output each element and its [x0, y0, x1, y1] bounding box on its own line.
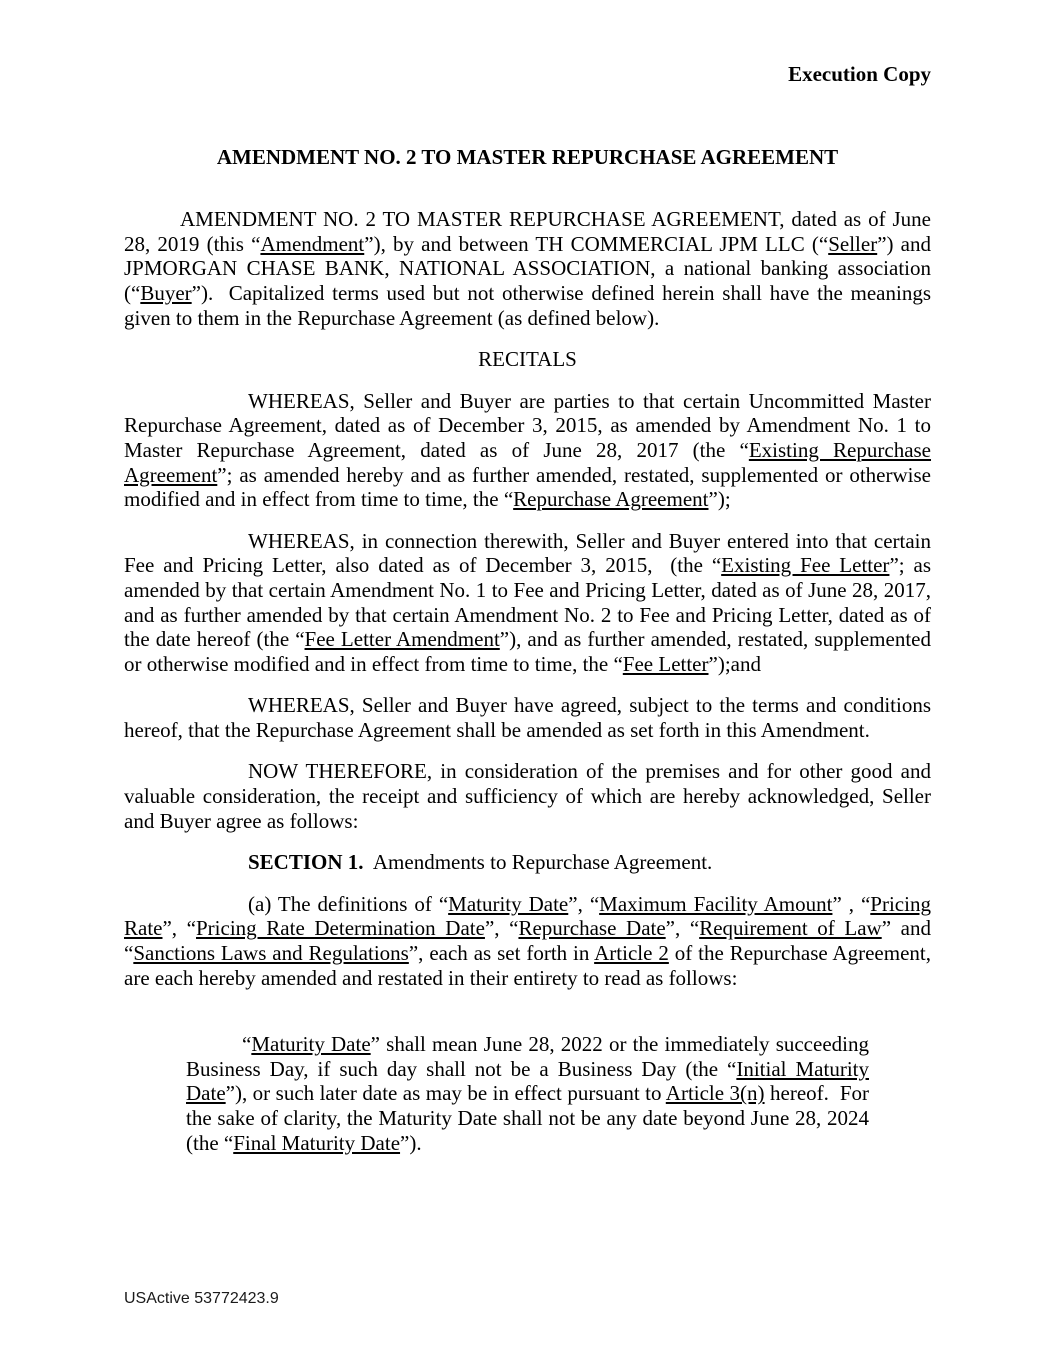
defined-term: Seller: [828, 231, 878, 256]
text-run: “: [242, 1032, 252, 1057]
defined-term: Requirement of Law: [699, 916, 882, 941]
text-run: (a) The definitions of “: [248, 891, 449, 916]
intro-paragraph: [124, 207, 931, 330]
text-run: WHEREAS, in connection therewith, Seller and Buyer entered into that certain Fee and Pricing Letter, also dated as of December 3, 2015, (the “: [124, 528, 931, 578]
defined-term: Buyer: [140, 280, 192, 305]
text-run: ”; as amended hereby and as further amended, restated, supplemented or otherwise modified and in effect from time to time, the “: [124, 462, 931, 512]
defined-term: Amendment: [260, 231, 365, 256]
text-run: ”; as amended by that certain Amendment No. 1 to Fee and Pricing Letter, dated as of June 28, 2017, and as further amended by that certain Amendment No. 2 to Fee and Pricing Letter, dated as of the date hereof (the “: [124, 553, 931, 652]
defined-term: Existing Repurchase Agreement: [124, 437, 932, 487]
section-1-heading: [124, 850, 931, 875]
text-run: ”), by and between TH COMMERCIAL JPM LLC (“: [364, 231, 829, 256]
text-run: Amendments to Repurchase Agreement.: [363, 850, 713, 875]
text-run: ”, “: [568, 891, 600, 916]
text-run: ”).: [400, 1130, 422, 1155]
bold-run: SECTION 1.: [248, 850, 364, 875]
document-body: [124, 207, 931, 1155]
execution-copy-label: Execution Copy: [788, 62, 931, 86]
whereas-paragraph-2: [124, 529, 931, 677]
maturity-date-definition: [186, 1032, 869, 1155]
defined-term: Pricing Rate Determination Date: [196, 916, 485, 941]
text-run: AMENDMENT NO. 2 TO MASTER REPURCHASE AGREEMENT, dated as of June 28, 2019 (this “: [124, 207, 931, 256]
text-run: ”, “: [162, 916, 196, 941]
text-run: WHEREAS, Seller and Buyer are parties to that certain Uncommitted Master Repurchase Agreement, dated as of December 3, 2015, as amended by Amendment No. 1 to Master Repurchase Agreement, dated as of June 28, 2017 (the “: [124, 388, 931, 462]
text-run: hereof. For the sake of clarity, the Maturity Date shall not be any date beyond June 28, 2024 (the “: [186, 1081, 869, 1155]
text-run: RECITALS: [478, 347, 577, 372]
defined-term: Repurchase Agreement: [513, 487, 709, 512]
whereas-paragraph-3: [124, 693, 931, 742]
defined-term: Existing Fee Letter: [721, 553, 890, 578]
text-run: ”, “: [665, 916, 700, 941]
defined-term: Sanctions Laws and Regulations: [133, 941, 409, 966]
amendment-clause-a: [124, 892, 931, 990]
text-run: ”), or such later date as may be in effect pursuant to: [225, 1081, 666, 1106]
recitals-heading: [124, 347, 931, 372]
text-run: ”, “: [484, 916, 519, 941]
text-run: ”) and JPMORGAN CHASE BANK, NATIONAL ASSOCIATION, a national banking association (“: [124, 231, 931, 305]
text-run: ”);and: [708, 651, 761, 676]
document-title: AMENDMENT NO. 2 TO MASTER REPURCHASE AGREEMENT: [216, 144, 839, 169]
text-run: WHEREAS, Seller and Buyer have agreed, subject to the terms and conditions hereof, that the Repurchase Agreement shall be amended as set forth in this Amendment.: [124, 693, 931, 742]
text-run: NOW THEREFORE, in consideration of the premises and for other good and valuable consideration, the receipt and sufficiency of which are hereby acknowledged, Seller and Buyer agree as follows:: [124, 759, 931, 833]
defined-term: Pricing Rate: [124, 891, 931, 941]
defined-term: Final Maturity Date: [233, 1130, 401, 1155]
defined-term: Fee Letter: [622, 651, 709, 676]
text-run: ” and “: [124, 916, 931, 966]
defined-term: Fee Letter Amendment: [304, 627, 500, 652]
text-run: ”), and as further amended, restated, supplemented or otherwise modified and in effect from time to time, the “: [124, 627, 931, 676]
text-run: ” , “: [832, 891, 871, 916]
defined-term: Initial Maturity Date: [186, 1056, 869, 1106]
text-run: ”);: [708, 487, 731, 512]
now-therefore-paragraph: [124, 759, 931, 833]
text-run: of the Repurchase Agreement, are each hereby amended and restated in their entirety to read as follows:: [124, 941, 931, 990]
text-run: ” shall mean June 28, 2022 or the immediately succeeding Business Day, if such day shall not be a Business Day (the “: [186, 1032, 869, 1081]
text-run: ”, each as set forth in: [408, 941, 595, 966]
defined-term: Maturity Date: [251, 1032, 371, 1057]
whereas-paragraph-1: [124, 389, 931, 512]
defined-term: Maturity Date: [448, 891, 569, 916]
text-run: ”). Capitalized terms used but not otherwise defined herein shall have the meanings given to them in the Repurchase Agreement (as defined below).: [124, 280, 931, 330]
footer-document-id: USActive 53772423.9: [124, 1290, 279, 1307]
defined-term: Article 3(n): [665, 1081, 765, 1106]
defined-term: Maximum Facility Amount: [599, 891, 833, 916]
defined-term: Repurchase Date: [518, 916, 666, 941]
defined-term: Article 2: [594, 941, 669, 966]
